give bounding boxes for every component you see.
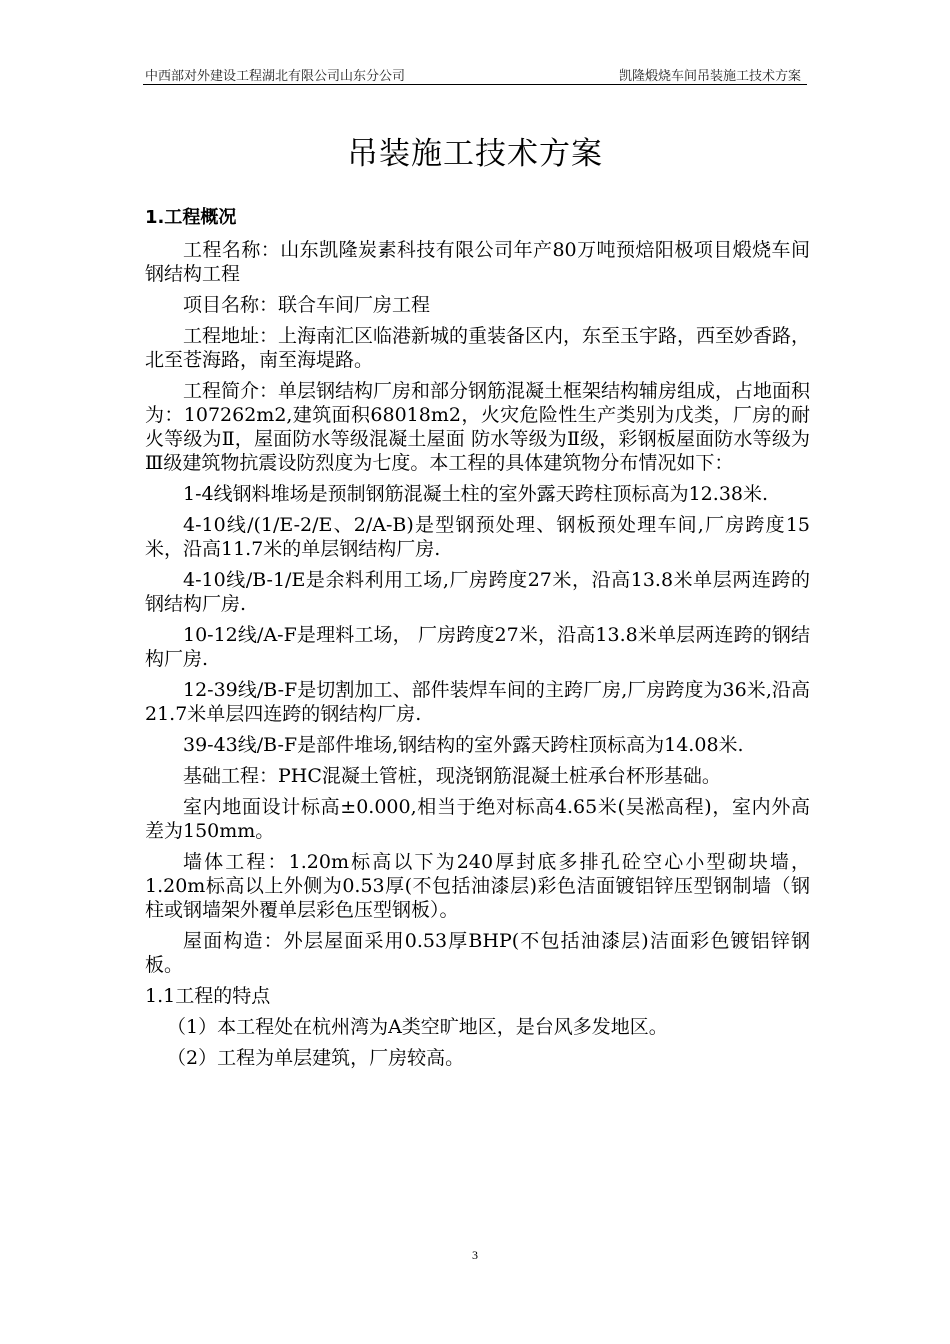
section-heading-features: 1.1工程的特点 <box>145 985 271 1007</box>
paragraph-floor-elevation: 室内地面设计标高±0.000,相当于绝对标高4.65米(吴淞高程)，室内外高差为150mm。 <box>145 796 810 842</box>
feature-item: （2）工程为单层建筑，厂房较高。 <box>167 1047 465 1069</box>
section-heading-overview: 1.工程概况 <box>145 207 237 228</box>
header-company: 中西部对外建设工程湖北有限公司山东分公司 <box>145 68 406 83</box>
paragraph-line-39-43: 39-43线/B-F是部件堆场,钢结构的室外露天跨柱顶标高为14.08米. <box>183 734 744 756</box>
paragraph-line-1-4: 1-4线钢料堆场是预制钢筋混凝土柱的室外露天跨柱顶标高为12.38米. <box>183 483 769 505</box>
paragraph-roof: 屋面构造：外层屋面采用0.53厚BHP(不包括油漆层)洁面彩色镀铝锌钢板。 <box>145 930 810 976</box>
document-title: 吊装施工技术方案 <box>347 136 603 172</box>
paragraph-line-4-10-a: 4-10线/(1/E-2/E、2/A-B)是型钢预处理、钢板预处理车间,厂房跨度15米，沿高11.7米的单层钢结构厂房. <box>145 514 810 560</box>
paragraph-foundation: 基础工程：PHC混凝土管桩，现浇钢筋混凝土桩承台杯形基础。 <box>183 765 721 787</box>
paragraph-line-10-12: 10-12线/A-F是理料工场， 厂房跨度27米，沿高13.8米单层两连跨的钢结构厂房. <box>145 624 810 670</box>
paragraph-project-name: 工程名称：山东凯隆炭素科技有限公司年产80万吨预焙阳极项目煅烧车间钢结构工程 <box>145 239 810 285</box>
paragraph-wall: 墙体工程：1.20m标高以下为240厚封底多排孔砼空心小型砌块墙，1.20m标高以上外侧为0.53厚(不包括油漆层)彩色洁面镀铝锌压型钢制墙（钢柱或钢墙架外覆单层彩色压型钢板）。 <box>145 851 810 921</box>
paragraph-address: 工程地址：上海南汇区临港新城的重装备区内，东至玉宇路，西至妙香路，北至苍海路，南至海堤路。 <box>145 325 811 371</box>
page-number: 3 <box>472 1248 478 1262</box>
feature-item: （1）本工程处在杭州湾为A类空旷地区，是台风多发地区。 <box>167 1016 668 1038</box>
paragraph-summary: 工程简介：单层钢结构厂房和部分钢筋混凝土框架结构辅房组成，占地面积为：107262m2,建筑面积68018m2，火灾危险性生产类别为戊类，厂房的耐火等级为Ⅱ，屋面防水等级混凝土屋面 防水等级为Ⅱ级，彩钢板屋面防水等级为Ⅲ级建筑物抗震设防烈度为七度。本工程的具体建筑物分布情况如下： <box>145 380 811 474</box>
page-header <box>143 62 807 85</box>
paragraph-item-name: 项目名称：联合车间厂房工程 <box>183 294 431 316</box>
paragraph-line-12-39: 12-39线/B-F是切割加工、部件装焊车间的主跨厂房,厂房跨度为36米,沿高21.7米单层四连跨的钢结构厂房. <box>145 679 810 725</box>
paragraph-line-4-10-b: 4-10线/B-1/E是余料利用工场,厂房跨度27米，沿高13.8米单层两连跨的钢结构厂房. <box>145 569 810 615</box>
header-document-title: 凯隆煅烧车间吊装施工技术方案 <box>618 68 801 83</box>
document-body <box>145 206 810 1077</box>
